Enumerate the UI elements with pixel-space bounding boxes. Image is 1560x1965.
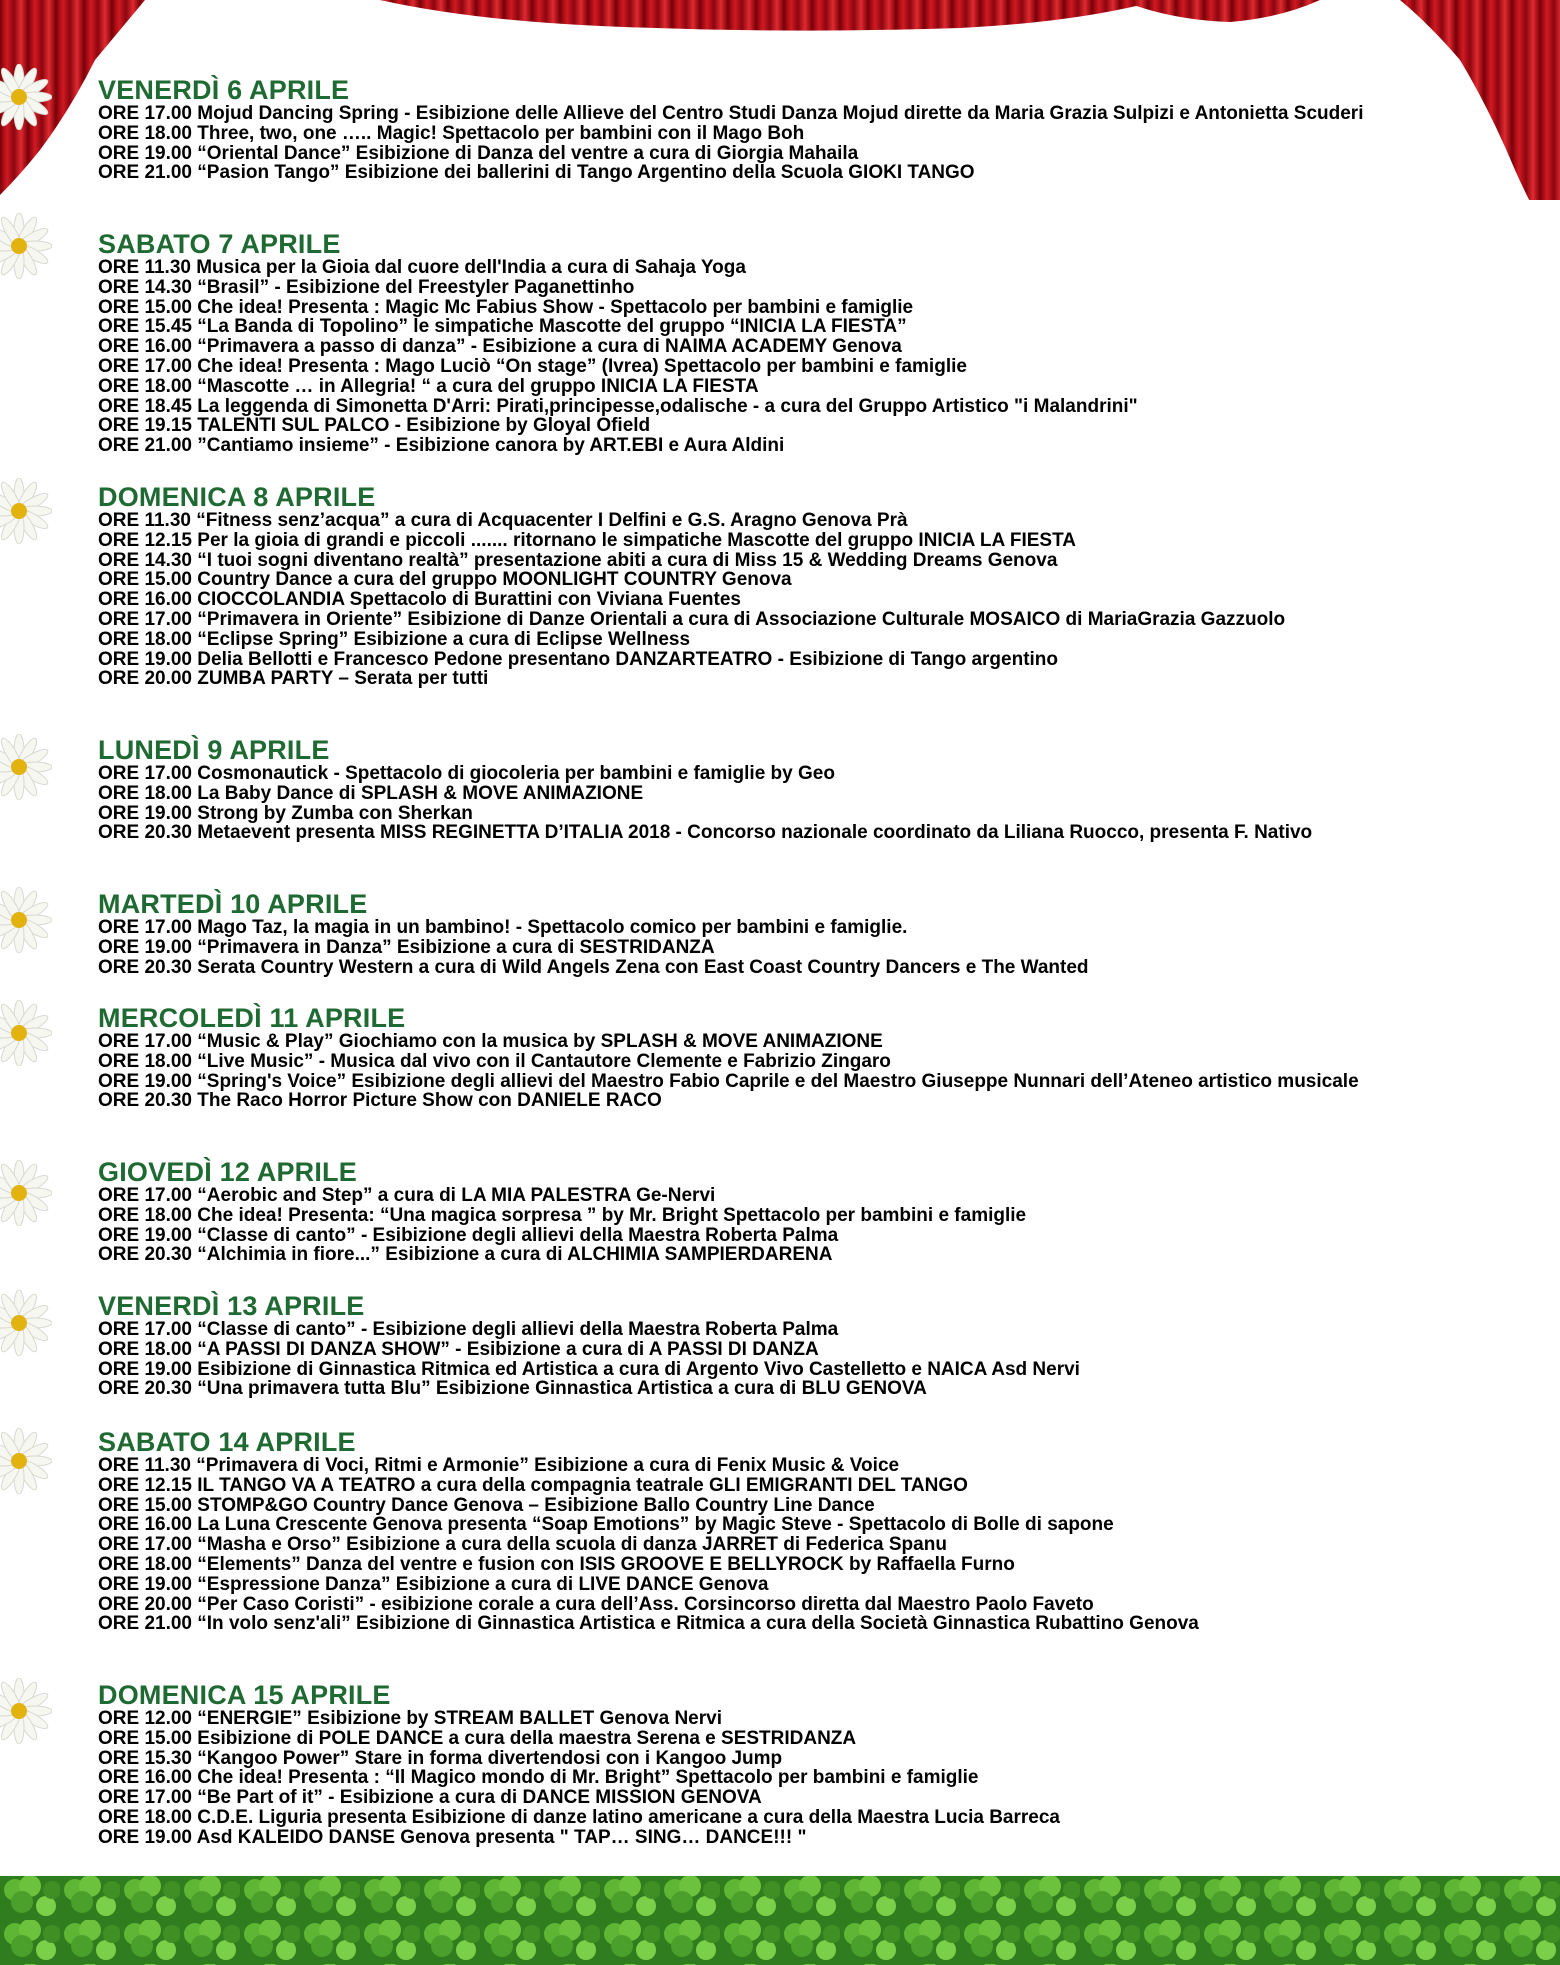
daisy-icon <box>0 1428 52 1494</box>
daisy-icon <box>0 734 52 800</box>
event-line: ORE 15.30 “Kangoo Power” Stare in forma divertendosi con i Kangoo Jump <box>98 1747 783 1769</box>
clover-border <box>0 1876 1560 1965</box>
event-line: ORE 19.00 Asd KALEIDO DANSE Genova presenta " TAP… SING… DANCE!!! " <box>98 1826 807 1848</box>
event-line: ORE 12.15 Per la gioia di grandi e piccoli ....... ritornano le simpatiche Mascotte del gruppo INICIA LA FIESTA <box>98 529 1076 551</box>
day-section <box>98 1004 1518 1111</box>
event-line: ORE 14.30 “Brasil” - Esibizione del Freestyler Paganettinho <box>98 276 635 298</box>
event-line: ORE 15.00 STOMP&GO Country Dance Genova – Esibizione Ballo Country Line Dance <box>98 1494 875 1516</box>
event-line: ORE 17.00 “Classe di canto” - Esibizione degli allievi della Maestra Roberta Palma <box>98 1319 839 1340</box>
day-title: SABATO 7 APRILE <box>98 229 341 259</box>
event-line: ORE 16.00 “Primavera a passo di danza” - Esibizione a cura di NAIMA ACADEMY Genova <box>98 336 902 358</box>
day-title: VENERDÌ 6 APRILE <box>98 75 350 105</box>
daisy-icon <box>0 213 52 279</box>
event-line: ORE 15.00 Che idea! Presenta : Magic Mc Fabius Show - Spettacolo per bambini e famiglie <box>98 296 914 318</box>
event-line: ORE 17.00 “Masha e Orso” Esibizione a cura della scuola di danza JARRET di Federica Spanu <box>98 1534 947 1556</box>
day-section <box>98 1428 1518 1634</box>
daisy-icon <box>0 478 52 544</box>
event-line: ORE 17.00 “Aerobic and Step” a cura di LA MIA PALESTRA Ge-Nervi <box>98 1185 716 1206</box>
event-line: ORE 19.15 TALENTI SUL PALCO - Esibizione by Gloyal Ofield <box>98 415 651 437</box>
event-line: ORE 21.00 ”Cantiamo insieme” - Esibizione canora by ART.EBI e Aura Aldini <box>98 435 785 457</box>
event-line: ORE 18.00 C.D.E. Liguria presenta Esibizione di danze latino americane a cura della Maestra Lucia Barreca <box>98 1806 1060 1828</box>
event-line: ORE 18.45 La leggenda di Simonetta D'Arri: Pirati,principesse,odalische - a cura del Gruppo Artistico "i Malandrini" <box>98 395 1138 417</box>
day-section <box>98 736 1518 843</box>
event-line: ORE 18.00 La Baby Dance di SPLASH & MOVE ANIMAZIONE <box>98 782 644 804</box>
event-line: ORE 16.00 La Luna Crescente Genova presenta “Soap Emotions” by Magic Steve - Spettacolo di Bolle di sapone <box>98 1514 1114 1536</box>
event-line: ORE 19.00 Delia Bellotti e Francesco Pedone presentano DANZARTEATRO - Esibizione di Tango argentino <box>98 648 1059 670</box>
event-line: ORE 12.00 “ENERGIE” Esibizione by STREAM BALLET Genova Nervi <box>98 1708 722 1729</box>
event-line: ORE 15.45 “La Banda di Topolino” le simpatiche Mascotte del gruppo “INICIA LA FIESTA” <box>98 316 907 338</box>
event-line: ORE 19.00 “Spring's Voice” Esibizione degli allievi del Maestro Fabio Caprile e del Maestro Giuseppe Nunnari dell’Ateneo artistico musicale <box>98 1070 1359 1092</box>
event-line: ORE 20.00 “Per Caso Coristi” - esibizione corale a cura dell’Ass. Corsincorso diretta dal Maestro Paolo Faveto <box>98 1593 1094 1615</box>
event-line: ORE 20.30 “Alchimia in fiore...” Esibizione a cura di ALCHIMIA SAMPIERDARENA <box>98 1244 833 1266</box>
day-title: GIOVEDÌ 12 APRILE <box>98 1157 357 1187</box>
event-line: ORE 17.00 “Music & Play” Giochiamo con la musica by SPLASH & MOVE ANIMAZIONE <box>98 1031 883 1052</box>
event-line: ORE 19.00 Strong by Zumba con Sherkan <box>98 802 473 824</box>
event-line: ORE 17.00 Mago Taz, la magia in un bambino! - Spettacolo comico per bambini e famiglie. <box>98 917 908 938</box>
event-line: ORE 18.00 Three, two, one ….. Magic! Spettacolo per bambini con il Mago Boh <box>98 122 805 144</box>
event-line: ORE 17.00 Cosmonautick - Spettacolo di giocoleria per bambini e famiglie by Geo <box>98 763 835 784</box>
event-line: ORE 19.00 “Oriental Dance” Esibizione di Danza del ventre a cura di Giorgia Mahaila <box>98 142 859 164</box>
event-line: ORE 19.00 “Espressione Danza” Esibizione a cura di LIVE DANCE Genova <box>98 1573 769 1595</box>
event-line: ORE 11.30 “Primavera di Voci, Ritmi e Armonie” Esibizione a cura di Fenix Music & Voice <box>98 1455 900 1476</box>
event-line: ORE 18.00 “Live Music” - Musica dal vivo con il Cantautore Clemente e Fabrizio Zingaro <box>98 1050 891 1072</box>
event-line: ORE 18.00 “Eclipse Spring” Esibizione a cura di Eclipse Wellness <box>98 628 691 650</box>
daisy-icon <box>0 64 52 130</box>
day-section <box>98 483 1518 689</box>
day-title: VENERDÌ 13 APRILE <box>98 1291 365 1321</box>
event-line: ORE 20.30 “Una primavera tutta Blu” Esibizione Ginnastica Artistica a cura di BLU GENOVA <box>98 1378 927 1400</box>
event-line: ORE 20.00 ZUMBA PARTY – Serata per tutti <box>98 668 489 690</box>
event-line: ORE 17.00 Mojud Dancing Spring - Esibizione delle Allieve del Centro Studi Danza Mojud dirette da Maria Grazia Sulpizi e Antonietta Scuderi <box>98 103 1364 124</box>
day-title: MARTEDÌ 10 APRILE <box>98 889 368 919</box>
event-line: ORE 18.00 “Mascotte … in Allegria! “ a cura del gruppo INICIA LA FIESTA <box>98 375 759 397</box>
daisy-icon <box>0 1290 52 1356</box>
event-line: ORE 18.00 “Elements” Danza del ventre e fusion con ISIS GROOVE E BELLYROCK by Raffaella Furno <box>98 1553 1015 1575</box>
event-line: ORE 17.00 “Be Part of it” - Esibizione a cura di DANCE MISSION GENOVA <box>98 1787 762 1809</box>
event-line: ORE 18.00 “A PASSI DI DANZA SHOW” - Esibizione a cura di A PASSI DI DANZA <box>98 1338 819 1360</box>
day-section <box>98 76 1518 183</box>
event-line: ORE 12.15 IL TANGO VA A TEATRO a cura della compagnia teatrale GLI EMIGRANTI DEL TANGO <box>98 1474 968 1496</box>
day-section <box>98 230 1518 456</box>
day-section <box>98 890 1518 977</box>
event-line: ORE 14.30 “I tuoi sogni diventano realtà” presentazione abiti a cura di Miss 15 & Wedding Dreams Genova <box>98 549 1058 571</box>
day-section <box>98 1292 1518 1399</box>
event-line: ORE 11.30 “Fitness senz’acqua” a cura di Acquacenter I Delfini e G.S. Aragno Genova Prà <box>98 510 908 531</box>
event-line: ORE 15.00 Country Dance a cura del gruppo MOONLIGHT COUNTRY Genova <box>98 569 792 591</box>
daisy-icon <box>0 1678 52 1744</box>
day-title: DOMENICA 8 APRILE <box>98 482 376 512</box>
event-line: ORE 17.00 Che idea! Presenta : Mago Luciò “On stage” (Ivrea) Spettacolo per bambini e famiglie <box>98 355 967 377</box>
event-line: ORE 21.00 “Pasion Tango” Esibizione dei ballerini di Tango Argentino della Scuola GIOKI TANGO <box>98 162 975 184</box>
event-line: ORE 20.30 The Raco Horror Picture Show con DANIELE RACO <box>98 1090 662 1112</box>
event-line: ORE 16.00 CIOCCOLANDIA Spettacolo di Burattini con Viviana Fuentes <box>98 589 741 611</box>
day-title: DOMENICA 15 APRILE <box>98 1680 391 1710</box>
event-line: ORE 19.00 “Primavera in Danza” Esibizione a cura di SESTRIDANZA <box>98 936 715 958</box>
event-line: ORE 17.00 “Primavera in Oriente” Esibizione di Danze Orientali a cura di Associazione Culturale MOSAICO di MariaGrazia Gazzuolo <box>98 608 1286 630</box>
daisy-icon <box>0 1160 52 1226</box>
daisy-icon <box>0 887 52 953</box>
event-line: ORE 18.00 Che idea! Presenta: “Una magica sorpresa ” by Mr. Bright Spettacolo per bambini e famiglie <box>98 1204 1027 1226</box>
event-line: ORE 19.00 “Classe di canto” - Esibizione degli allievi della Maestra Roberta Palma <box>98 1224 839 1246</box>
day-section <box>98 1681 1518 1848</box>
event-line: ORE 21.00 “In volo senz'ali” Esibizione di Ginnastica Artistica e Ritmica a cura della Società Ginnastica Rubattino Genova <box>98 1613 1199 1635</box>
event-line: ORE 19.00 Esibizione di Ginnastica Ritmica ed Artistica a cura di Argento Vivo Castelletto e NAICA Asd Nervi <box>98 1358 1080 1380</box>
day-title: LUNEDÌ 9 APRILE <box>98 735 330 765</box>
event-line: ORE 16.00 Che idea! Presenta : “Il Magico mondo di Mr. Bright” Spettacolo per bambini e famiglie <box>98 1767 979 1789</box>
event-line: ORE 20.30 Serata Country Western a cura di Wild Angels Zena con East Coast Country Dancers e The Wanted <box>98 956 1089 978</box>
event-line: ORE 20.30 Metaevent presenta MISS REGINETTA D’ITALIA 2018 - Concorso nazionale coordinato da Liliana Ruocco, presenta F. Nativo <box>98 822 1313 844</box>
day-title: MERCOLEDÌ 11 APRILE <box>98 1003 406 1033</box>
daisy-icon <box>0 1000 52 1066</box>
event-line: ORE 11.30 Musica per la Gioia dal cuore dell'India a cura di Sahaja Yoga <box>98 257 746 278</box>
day-title: SABATO 14 APRILE <box>98 1427 356 1457</box>
day-section <box>98 1158 1518 1265</box>
event-line: ORE 15.00 Esibizione di POLE DANCE a cura della maestra Serena e SESTRIDANZA <box>98 1727 857 1749</box>
